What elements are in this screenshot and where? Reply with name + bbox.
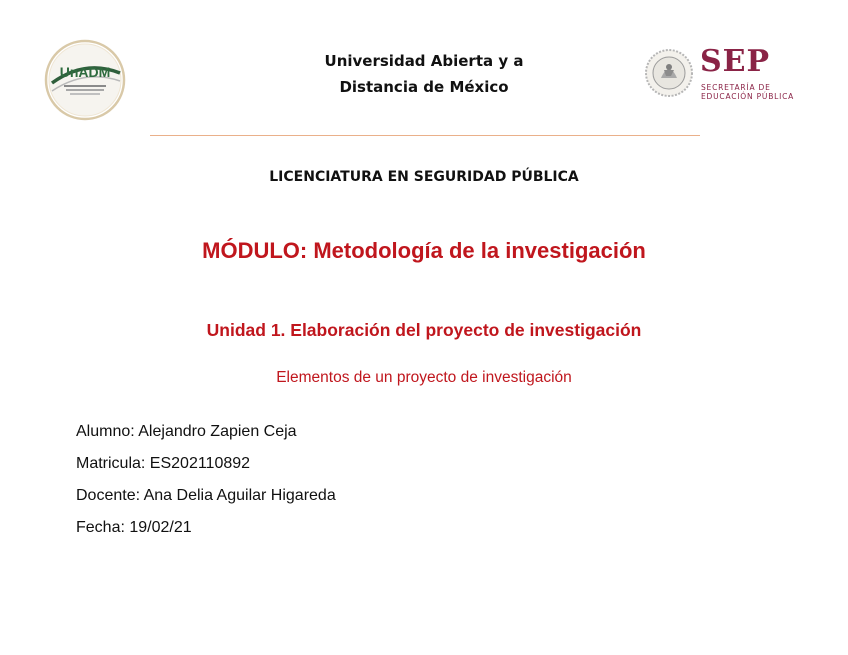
institution-title — [300, 48, 548, 100]
date: Fecha: 19/02/21 — [76, 519, 192, 536]
sep-subtitle-line-2: EDUCACIÓN PÚBLICA — [701, 92, 795, 101]
institution-line-1: Universidad Abierta y a — [324, 52, 524, 70]
mexico-seal-icon — [644, 48, 694, 98]
student-id: Matricula: ES202110892 — [76, 455, 251, 472]
unadm-logo — [44, 39, 126, 121]
teacher-name: Docente: Ana Delia Aguilar Higareda — [76, 487, 336, 504]
student-name: Alumno: Alejandro Zapien Ceja — [76, 423, 297, 440]
program-title: LICENCIATURA EN SEGURIDAD PÚBLICA — [269, 169, 579, 185]
student-info — [76, 421, 336, 549]
unit-title: Unidad 1. Elaboración del proyecto de investigación — [206, 320, 642, 340]
sep-subtitle-line-1: SECRETARÍA DE — [701, 83, 771, 92]
header-divider — [150, 135, 700, 136]
topic-subtitle: Elementos de un proyecto de investigación — [276, 369, 572, 386]
sep-wordmark: SEP — [700, 44, 771, 79]
sep-subtitle — [701, 83, 794, 101]
module-title: MÓDULO: Metodología de la investigación — [202, 238, 646, 263]
institution-line-2: Distancia de México — [339, 78, 509, 96]
unadm-logo-text: UnADM — [59, 64, 111, 80]
